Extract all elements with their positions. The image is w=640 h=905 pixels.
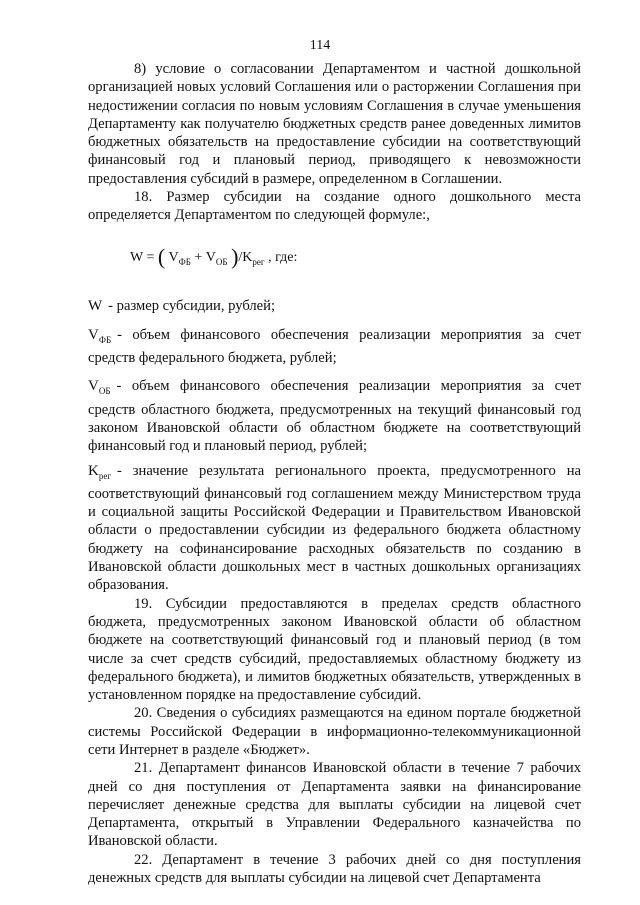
formula-lhs: W (130, 249, 143, 265)
definition-vob (88, 377, 581, 455)
paragraph-item-19: 19. Субсидии предоставляются в пределах средств областного бюджета, предусмотренных законом Ивановской области об областном бюджете на соответствующий финансовый год и плановый период (в том числе за счет средств субсидий, предоставляемых областному бюджету из федерального бюджета), и лимитов бюджетных обязательств, утвержденных в установленном порядке на предоставление субсидий. (88, 595, 581, 704)
paragraph-item-18: 18. Размер субсидии на создание одного дошкольного места определяется Департаментом по следующей формуле:, (88, 189, 581, 224)
paragraph-item-8: 8) условие о согласовании Департаментом и частной дошкольной организацией новых условий Соглашения или о расторжении Соглашения при недостижении согласия по новым условиям Соглашения в случае уменьшения Департаменту как получателю бюджетных средств ранее доведенных лимитов бюджетных обязательств на предоставление субсидии на соответствующий финансовый год и плановый период, приводящего к невозможности предоставления субсидий в размере, определенном в Соглашении. (88, 61, 581, 187)
formula-v1: V (168, 249, 179, 265)
definition-w (88, 297, 581, 315)
document-body (88, 60, 581, 887)
definition-w-symbol: W (88, 298, 103, 315)
formula-open-paren: ( (157, 243, 166, 269)
definition-kreg-text: - значение результата регионального проекта, предусмотренного на соответствующий финансовый год соглашением между Министерством труда и социальной защиты Российской Федерации и Правительством Ивановской области о предоставлении субсидии из федерального бюджета областному бюджету на софинансирование расходных обязательств по созданию в Ивановской области дошкольных мест в частных дошкольных организациях образования. (88, 462, 581, 594)
definition-vob-sub: ОБ (98, 386, 111, 397)
definition-vob-letter: V (88, 378, 99, 395)
formula-where: , где: (264, 249, 298, 265)
definition-vfb-symbol (88, 327, 111, 343)
formula-plus: + (190, 249, 206, 265)
definition-kreg-sub: рег (98, 470, 112, 481)
formula-v2: V (205, 249, 216, 265)
definition-vob-text: - объем финансового обеспечения реализации мероприятия за счет средств областного бюджета, предусмотренных на текущий финансовый год законом Ивановской области об областном бюджете на соответствующий финансовый год и плановый период, рублей; (88, 378, 581, 455)
definition-vfb-sub: ФБ (98, 334, 112, 345)
page-number: 114 (309, 38, 331, 53)
formula-slash: / (238, 249, 243, 265)
formula-k: K (242, 249, 253, 265)
definition-kreg-symbol (88, 463, 111, 479)
definition-kreg (88, 462, 581, 595)
formula-close-paren: ) (231, 243, 239, 269)
definition-w-text: - размер субсидии, рублей; (108, 298, 276, 315)
definition-kreg-letter: K (88, 462, 99, 479)
formula-v2-sub: ОБ (215, 256, 228, 267)
paragraph-item-20: 20. Сведения о субсидиях размещаются на едином портале бюджетной системы Российской Федерации в информационно-телекоммуникационной сети Интернет в разделе «Бюджет». (88, 705, 581, 758)
paragraph-item-22: 22. Департамент в течение 3 рабочих дней со дня поступления денежных средств для выплаты субсидии на лицевой счет Департамента (88, 851, 581, 887)
definition-vfb (88, 326, 581, 368)
subsidy-formula (130, 243, 581, 272)
definition-vfb-letter: V (88, 326, 99, 343)
formula-eq: = (142, 249, 158, 265)
formula-k-sub: рег (252, 256, 265, 267)
formula-v1-sub: ФБ (178, 256, 191, 267)
definition-vob-symbol (88, 378, 111, 397)
definition-vfb-text: - объем финансового обеспечения реализации мероприятия за счет средств федерального бюджета, рублей; (88, 326, 581, 367)
paragraph-item-21: 21. Департамент финансов Ивановской области в течение 7 рабочих дней со дня поступления от Департамента заявки на финансирование перечисляет денежные средства для выплаты субсидии на лицевой счет Департамента, открытый в Управлении Федерального казначейства по Ивановской области. (88, 760, 581, 850)
